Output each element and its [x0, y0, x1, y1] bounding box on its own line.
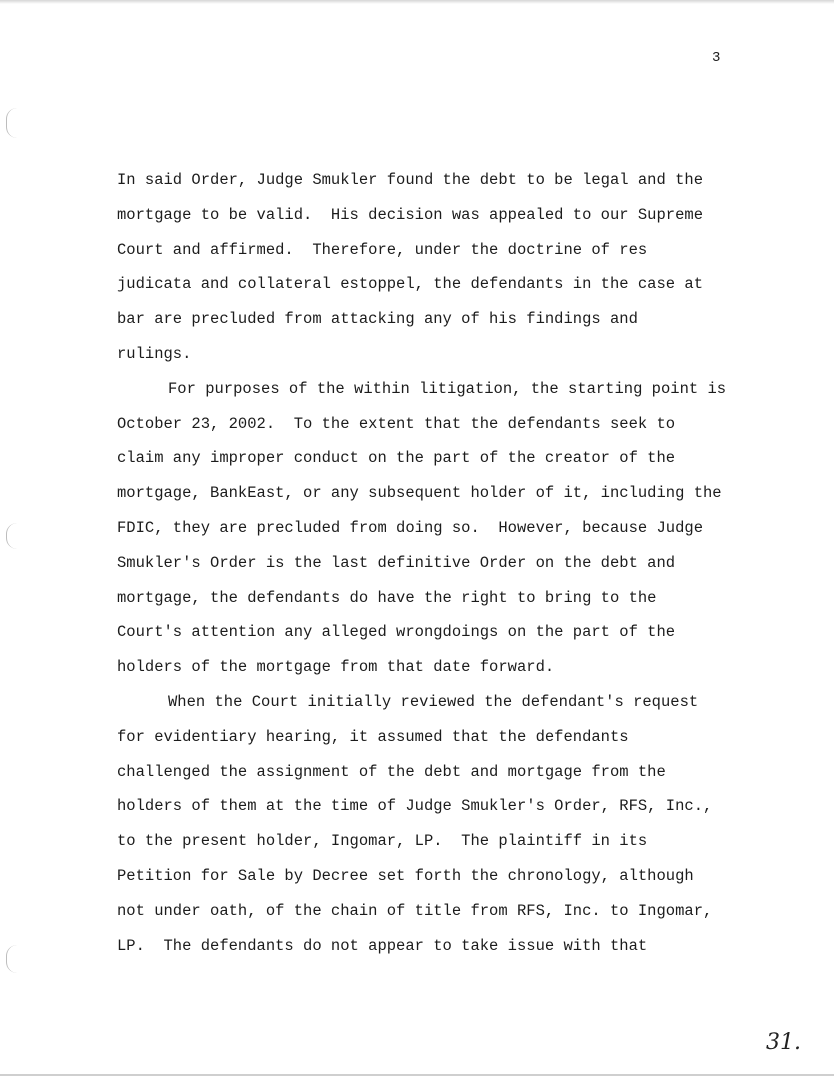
text-line: claim any improper conduct on the part of the creator of the: [117, 449, 676, 468]
scan-margin-mark: [6, 108, 17, 138]
text-line: challenged the assignment of the debt and mortgage from the: [117, 762, 666, 781]
text-line: holders of them at the time of Judge Smukler's Order, RFS, Inc.,: [117, 797, 713, 816]
text-line: When the Court initially reviewed the defendant's request: [168, 692, 699, 711]
scan-margin-mark: [6, 523, 17, 549]
text-line: holders of the mortgage from that date forward.: [117, 658, 555, 677]
text-line: Petition for Sale by Decree set forth the chronology, although: [117, 866, 694, 885]
text-line: mortgage to be valid. His decision was appealed to our Supreme: [117, 205, 703, 224]
scan-edge-top: [0, 0, 834, 4]
text-line: to the present holder, Ingomar, LP. The plaintiff in its: [117, 832, 648, 851]
text-line: For purposes of the within litigation, the starting point is: [168, 379, 727, 398]
page-number: 3: [712, 50, 721, 66]
text-line: bar are precluded from attacking any of his findings and: [117, 310, 638, 329]
text-line: judicata and collateral estoppel, the defendants in the case at: [117, 275, 703, 294]
text-line: Smukler's Order is the last definitive Order on the debt and: [117, 553, 676, 572]
scan-edge-bottom: [0, 1074, 834, 1076]
text-line: FDIC, they are precluded from doing so. However, because Judge: [117, 518, 703, 537]
text-line: for evidentiary hearing, it assumed that the defendants: [117, 727, 629, 746]
text-line: In said Order, Judge Smukler found the debt to be legal and the: [117, 171, 703, 189]
text-line: Court's attention any alleged wrongdoings on the part of the: [117, 623, 676, 642]
body-text: [117, 163, 777, 963]
text-line: rulings.: [117, 344, 192, 363]
text-line: mortgage, BankEast, or any subsequent holder of it, including the: [117, 484, 722, 503]
handwritten-page-mark: 31.: [766, 1030, 801, 1055]
text-line: mortgage, the defendants do have the right to bring to the: [117, 588, 657, 607]
text-line: LP. The defendants do not appear to take issue with that: [117, 936, 648, 955]
text-line: October 23, 2002. To the extent that the defendants seek to: [117, 414, 676, 433]
text-line: not under oath, of the chain of title from RFS, Inc. to Ingomar,: [117, 901, 713, 920]
text-line: Court and affirmed. Therefore, under the doctrine of res: [117, 240, 648, 259]
scan-margin-mark: [6, 945, 17, 973]
